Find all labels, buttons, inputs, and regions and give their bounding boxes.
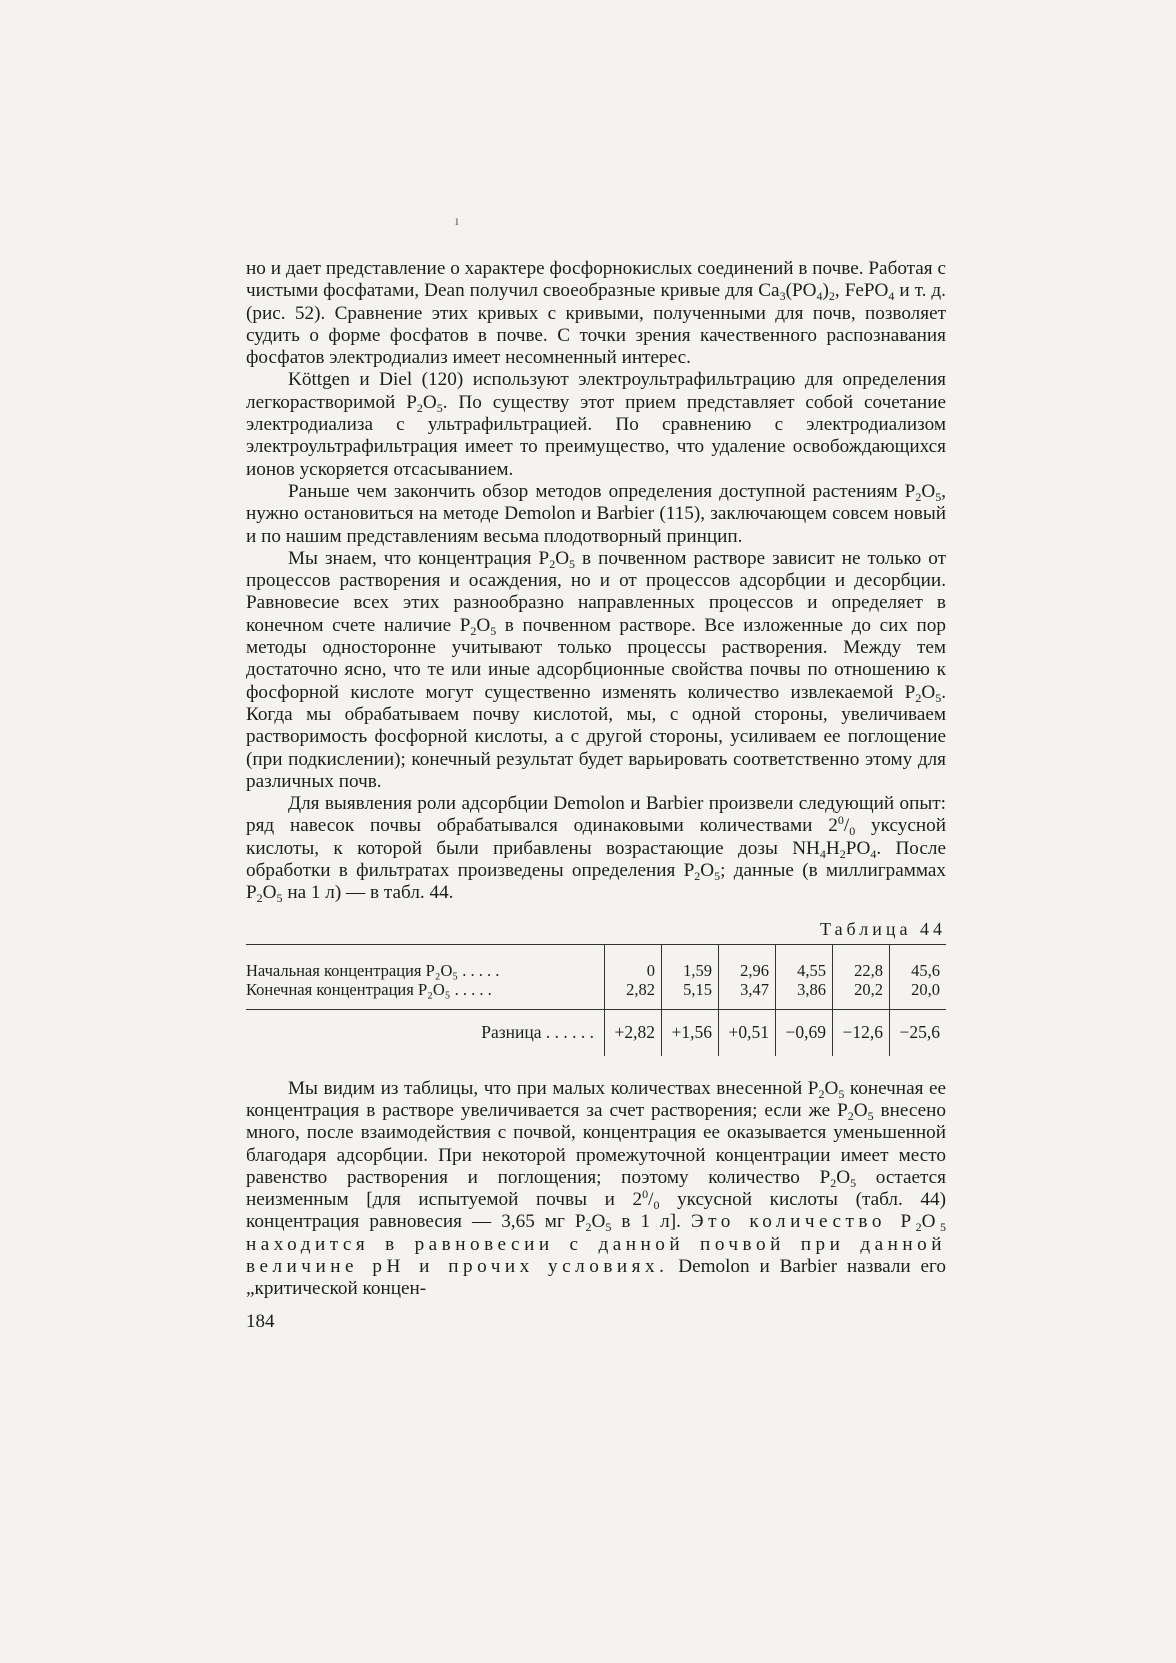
table-cell: 20,0 bbox=[890, 980, 947, 1010]
table-cell: 22,8 bbox=[833, 961, 890, 980]
row-label-difference: Разница . . . . . . bbox=[481, 1021, 594, 1042]
paragraph-3: Раньше чем закончить обзор методов определения доступной растениям $P_2O_5$, нужно остановиться на методе Demolon и Barbier (115), заключающем совсем новый и по нашим представлениям весьма плодотворный принцип. bbox=[246, 480, 946, 547]
table-cell: 5,15 bbox=[662, 980, 719, 1010]
table-cell: +1,56 bbox=[662, 1020, 719, 1056]
paragraph-4: Мы знаем, что концентрация $P_2O_5$ в почвенном растворе зависит не только от процессов растворения и осаждения, но и от процессов адсорбции и десорбции. Равновесие всех этих разнообразно направленных процессов и определяет в конечном счете наличие $P_2O_5$ в почвенном растворе. Все изложенные до сих пор методы односторонне учитывают только процессы растворения. Между тем достаточно ясно, что те или иные адсорбционные свойства почвы по отношению к фосфорной кислоте могут существенно изменять количество извлекаемой $P_2O_5$. Когда мы обрабатываем почву кислотой, мы, с одной стороны, увеличиваем растворимость фосфорной кислоты, а с другой стороны, усиливаем ее поглощение (при подкислении); конечный результат будет варьировать соответственно этому для различных почв. bbox=[246, 547, 946, 792]
table-cell: 45,6 bbox=[890, 961, 947, 980]
table-row-final bbox=[246, 980, 946, 1010]
table-cell: 1,59 bbox=[662, 961, 719, 980]
table-cell: +2,82 bbox=[605, 1020, 662, 1056]
table-separator bbox=[246, 1009, 946, 1020]
table-cell: 3,47 bbox=[719, 980, 776, 1010]
paragraph-1: но и дает представление о характере фосфорнокислых соединений в почве. Работая с чистыми фосфатами, Dean получил своеобразные кривые для $Ca_3(PO_4)_2$, FePO$_4$ и т. д. (рис. 52). Сравнение этих кривых с кривыми, полученными для почв, позволяет судить о форме фосфатов в почве. С точки зрения качественного распознавания фосфатов электродиализ имеет несомненный интерес. bbox=[246, 258, 946, 369]
paragraph-5: Для выявления роли адсорбции Demolon и Barbier произвели следующий опыт: ряд навесок почвы обрабатывался одинаковыми количествами $2^0/_0$ уксусной кислоты, к которой были прибавлены возрастающие дозы $NH_4H_2PO_4$. После обработки в фильтратах произведены определения $P_2O_5$; данные (в миллиграммах $P_2O_5$ на 1 л) — в табл. 44. bbox=[246, 793, 946, 906]
table-cell: −25,6 bbox=[890, 1020, 947, 1056]
table-spacer bbox=[246, 944, 946, 961]
table-cell: 4,55 bbox=[776, 961, 833, 980]
table-row-initial bbox=[246, 961, 946, 980]
table-cell: 20,2 bbox=[833, 980, 890, 1010]
table-cell: 2,82 bbox=[605, 980, 662, 1010]
row-label-initial: Начальная концентрация P₂O₅ . . . . . bbox=[246, 960, 500, 980]
table-cell: 0 bbox=[605, 961, 662, 980]
page-number: 184 bbox=[246, 1310, 275, 1332]
stray-mark: ı bbox=[455, 214, 459, 229]
data-table-44 bbox=[246, 944, 946, 1056]
table-cell: −0,69 bbox=[776, 1020, 833, 1056]
table-row-difference bbox=[246, 1020, 946, 1056]
paragraph-2: Köttgen и Diel (120) используют электроультрафильтрацию для определения легкорастворимой $P_2O_5$. По существу этот прием представляет собой сочетание электродиализа с ультрафильтрацией. По сравнению с электродиализом электроультрафильтрация имеет то преимущество, что удаление освобождающихся ионов ускоряется отсасыванием. bbox=[246, 369, 946, 480]
text-column bbox=[246, 258, 946, 1333]
row-label-final: Конечная концентрация P₂O₅ . . . . . bbox=[246, 979, 492, 999]
table-cell: +0,51 bbox=[719, 1020, 776, 1056]
table-cell: −12,6 bbox=[833, 1020, 890, 1056]
table-caption: Таблица 44 bbox=[820, 918, 946, 939]
paragraph-6: Мы видим из таблицы, что при малых количествах внесенной $P_2O_5$ конечная ее концентрация в растворе увеличивается за счет растворения; если же $P_2O_5$ внесено много, после взаимодействия с почвой, концентрация ее оказывается уменьшенной благодаря адсорбции. При некоторой промежуточной концентрации имеет место равенство растворения и поглощения; поэтому количество $P_2O_5$ остается неизменным [для испытуемой почвы и $2^0/_0$ уксусной кислоты (табл. 44) концентрация равновесия — 3,65 мг $P_2O_5$ в 1 л]. Это количество $P_2O_5$ находится в равновесии с данной почвой при данной величине pH и прочих условиях. Demolon и Barbier назвали его „критической концен- bbox=[246, 1077, 947, 1300]
table-cell: 2,96 bbox=[719, 961, 776, 980]
table-cell: 3,86 bbox=[776, 980, 833, 1010]
